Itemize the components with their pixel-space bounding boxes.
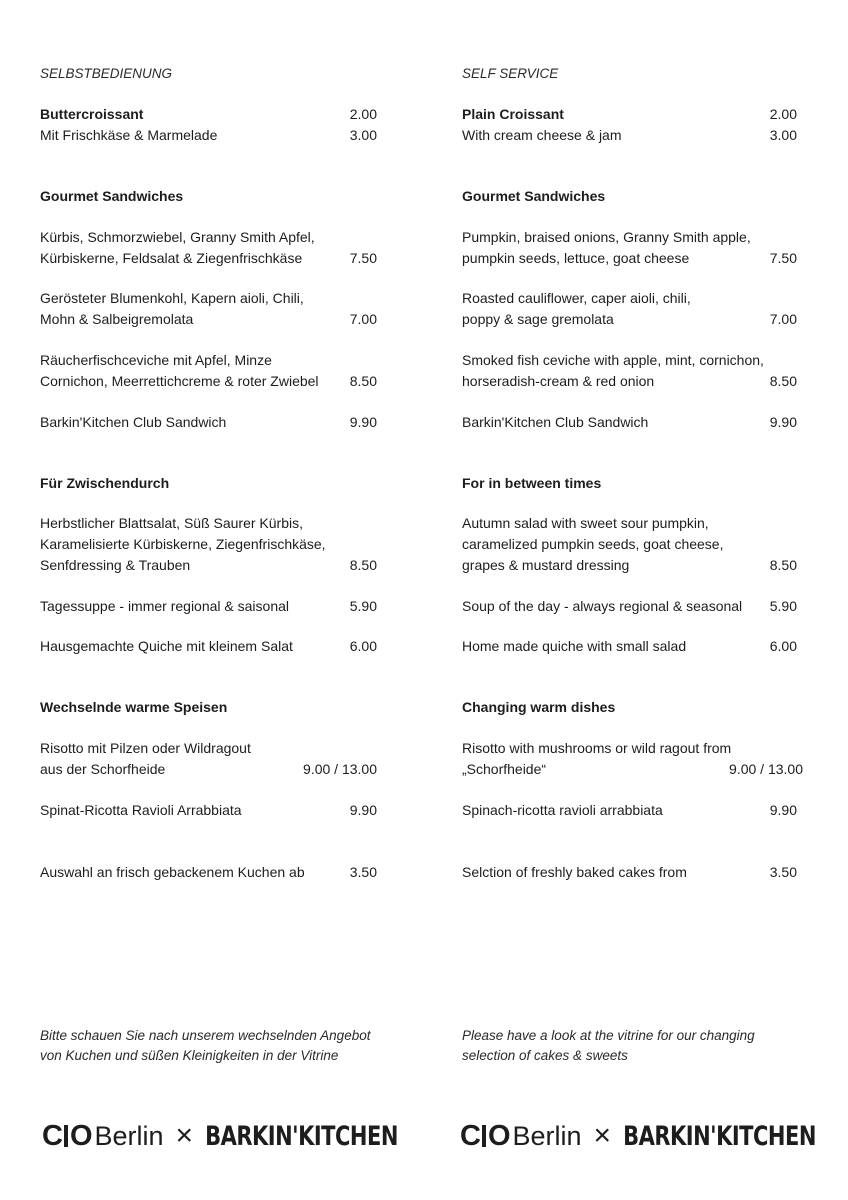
berlin-wordmark: Berlin (512, 1120, 582, 1151)
item-price: 7.50 (769, 250, 797, 266)
item-description: poppy & sage gremolata (462, 311, 614, 327)
menu-item-sandwich-1 (40, 227, 377, 269)
menu-item-croissant (40, 104, 377, 146)
item-description: Risotto mit Pilzen oder Wildragout (40, 740, 251, 756)
item-description: pumpkin seeds, lettuce, goat cheese (462, 250, 690, 266)
item-description: Risotto with mushrooms or wild ragout from (462, 740, 732, 756)
item-description: Smoked fish ceviche with apple, mint, cornichon, (462, 352, 764, 368)
item-price: 3.00 (769, 127, 797, 143)
menu-item-sandwich-2 (40, 288, 377, 330)
item-name: Buttercroissant (40, 106, 144, 122)
co-logo: C O (42, 1119, 92, 1152)
item-price: 7.00 (349, 311, 377, 327)
menu-item-soup (40, 596, 377, 617)
menu-item-sandwich-4 (462, 412, 797, 433)
menu-item-cakes (462, 862, 797, 883)
section-title-warm: Changing warm dishes (462, 699, 616, 715)
item-price: 3.50 (349, 864, 377, 880)
menu-item-salad (462, 513, 797, 576)
menu-item-cakes (40, 862, 377, 883)
section-title-between: Für Zwischendurch (40, 475, 170, 491)
item-description: Barkin'Kitchen Club Sandwich (462, 414, 649, 430)
item-price: 9.90 (349, 414, 377, 430)
item-description: Spinach-ricotta ravioli arrabbiata (462, 802, 663, 818)
menu-item-sandwich-3 (462, 350, 797, 392)
item-price: 8.50 (769, 373, 797, 389)
menu-item-risotto (462, 738, 803, 780)
item-price: 3.50 (769, 864, 797, 880)
item-price: 2.00 (349, 106, 377, 122)
item-price: 7.50 (349, 250, 377, 266)
berlin-wordmark: Berlin (94, 1120, 164, 1151)
section-heading-self-service: SELF SERVICE (462, 66, 559, 81)
item-description: Hausgemachte Quiche mit kleinem Salat (40, 638, 293, 654)
item-description: Mohn & Salbeigremolata (40, 311, 194, 327)
item-description: Soup of the day - always regional & seasonal (462, 598, 743, 614)
menu-item-salad (40, 513, 377, 576)
menu-item-sandwich-2 (462, 288, 797, 330)
section-title-warm: Wechselnde warme Speisen (40, 699, 228, 715)
item-description: Kürbiskerne, Feldsalat & Ziegenfrischkäse (40, 250, 303, 266)
item-description: Herbstlicher Blattsalat, Süß Saurer Kürbis, (40, 515, 303, 531)
note-line: Bitte schauen Sie nach unserem wechselnden Angebot (40, 1028, 371, 1043)
section-title-sandwiches: Gourmet Sandwiches (40, 188, 184, 204)
item-description: With cream cheese & jam (462, 127, 622, 143)
vitrine-note (40, 1026, 387, 1066)
item-description: horseradish-cream & red onion (462, 373, 655, 389)
item-description: Barkin'Kitchen Club Sandwich (40, 414, 227, 430)
menu-item-ravioli (40, 800, 377, 821)
item-description: „Schorfheide“ (462, 761, 547, 777)
menu-item-croissant (462, 104, 797, 146)
item-description: Selction of freshly baked cakes from (462, 864, 687, 880)
cross-icon: × (175, 1119, 194, 1152)
item-description: grapes & mustard dressing (462, 557, 630, 573)
cross-icon: × (593, 1119, 612, 1152)
item-description: Senfdressing & Trauben (40, 557, 191, 573)
item-price: 8.50 (349, 373, 377, 389)
section-title-between: For in between times (462, 475, 602, 491)
item-price: 6.00 (349, 638, 377, 654)
item-description: aus der Schorfheide (40, 761, 166, 777)
menu-item-sandwich-3 (40, 350, 377, 392)
menu-column-german (40, 0, 398, 1200)
barkin-kitchen-wordmark: BARKIN'KITCHEN (623, 1121, 816, 1151)
item-description: Gerösteter Blumenkohl, Kapern aioli, Chili, (40, 290, 304, 306)
item-price: 7.00 (769, 311, 797, 327)
note-line: selection of cakes & sweets (462, 1048, 628, 1063)
item-price: 3.00 (349, 127, 377, 143)
item-description: Pumpkin, braised onions, Granny Smith apple, (462, 229, 751, 245)
vitrine-note (462, 1026, 803, 1066)
item-description: Autumn salad with sweet sour pumpkin, (462, 515, 709, 531)
brand-logo (42, 1119, 398, 1152)
item-price: 9.00 / 13.00 (729, 761, 803, 777)
section-heading-self-service: SELBSTBEDIENUNG (40, 66, 173, 81)
item-price: 5.90 (349, 598, 377, 614)
item-price: 8.50 (769, 557, 797, 573)
item-price: 2.00 (769, 106, 797, 122)
menu-item-quiche (40, 636, 377, 657)
item-description: Spinat-Ricotta Ravioli Arrabbiata (40, 802, 242, 818)
item-name: Plain Croissant (462, 106, 564, 122)
section-title-sandwiches: Gourmet Sandwiches (462, 188, 606, 204)
item-price: 9.90 (349, 802, 377, 818)
menu-item-sandwich-4 (40, 412, 377, 433)
item-price: 9.90 (769, 802, 797, 818)
item-price: 6.00 (769, 638, 797, 654)
item-price: 5.90 (769, 598, 797, 614)
brand-logo (460, 1119, 816, 1152)
item-price: 9.00 / 13.00 (303, 761, 377, 777)
menu-item-soup (462, 596, 797, 617)
item-price: 9.90 (769, 414, 797, 430)
menu-item-ravioli (462, 800, 797, 821)
note-line: von Kuchen und süßen Kleinigkeiten in der Vitrine (40, 1048, 339, 1063)
menu-item-quiche (462, 636, 797, 657)
item-description: Home made quiche with small salad (462, 638, 687, 654)
item-price: 8.50 (349, 557, 377, 573)
item-description: caramelized pumpkin seeds, goat cheese, (462, 536, 724, 552)
item-description: Roasted cauliflower, caper aioli, chili, (462, 290, 691, 306)
menu-item-risotto (40, 738, 377, 780)
menu-item-sandwich-1 (462, 227, 797, 269)
item-description: Auswahl an frisch gebackenem Kuchen ab (40, 864, 305, 880)
item-description: Karamelisierte Kürbiskerne, Ziegenfrischkäse, (40, 536, 326, 552)
barkin-kitchen-wordmark: BARKIN'KITCHEN (205, 1121, 398, 1151)
menu-column-english (460, 0, 816, 1200)
item-description: Kürbis, Schmorzwiebel, Granny Smith Apfel, (40, 229, 315, 245)
item-description: Räucherfischceviche mit Apfel, Minze (40, 352, 272, 368)
note-line: Please have a look at the vitrine for our changing (462, 1028, 755, 1043)
item-description: Mit Frischkäse & Marmelade (40, 127, 218, 143)
item-description: Tagessuppe - immer regional & saisonal (40, 598, 290, 614)
item-description: Cornichon, Meerrettichcreme & roter Zwiebel (40, 373, 319, 389)
co-logo: C O (460, 1119, 510, 1152)
